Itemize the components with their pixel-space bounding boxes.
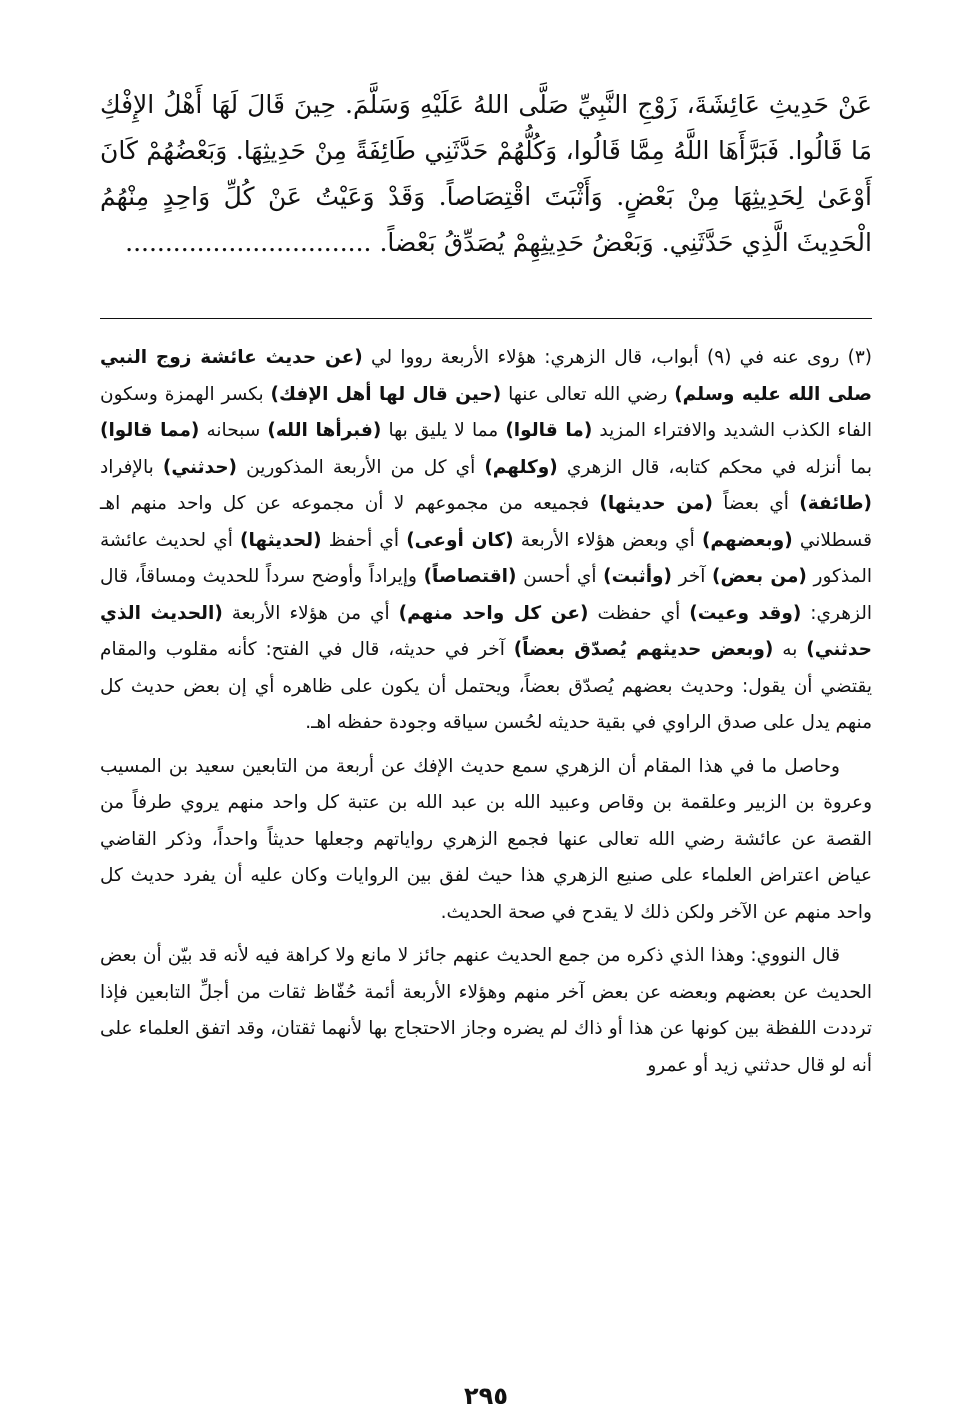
quoted-phrase: (عن كل واحد منهم): [398, 602, 589, 624]
book-page: [100, 82, 873, 1410]
quoted-phrase: (وأثبت): [603, 566, 672, 587]
commentary-paragraph-1: (٣) روى عنه في (٩) أبواب، قال الزهري: هؤلاء الأربعة رووا لي (عن حديث عائشة زوج النبي صلى الله عليه وسلم) رضي الله تعالى عنها (حين قال لها أهل الإفك) بكسر الهمزة وسكون الفاء الكذب الشديد والافتراء المزيد (ما قالوا) مما لا يليق بها (فبرأها الله) سبحانه (مما قالوا) بما أنزله في محكم كتابه، قال الزهري (وكلهم) أي كل من الأربعة المذكورين (حدثني) بالإفراد (طائفة) أي بعضاً (من حديثها) فجميعه من مجموعهم لا أن مجموعه عن كل واحد منهم اهـ قسطلاني (وبعضهم) أي وبعض هؤلاء الأربعة (كان أوعى) أي أحفظ (لحديثها) أي لحديث عائشة المذكور (من بعض) آخر (وأثبت) أي أحسن (اقتصاصاً) وإيراداً وأوضح سرداً للحديث ومساقاً، قال الزهري: (وقد وعيت) أي حفظت (عن كل واحد منهم) أي من هؤلاء الأربعة (الحديث الذي حدثني) به (وبعض حديثهم يُصدّق بعضاً) آخر في حديثه، قال في الفتح: كأنه مقلوب والمقام يقتضي أن يقول: وحديث بعضهم يُصدّق بعضاً، ويحتمل أن يكون على ظاهره أي إن بعض حديث كل منهم يدل على صدق الراوي في بقية حديثه لحُسن سياقه وجودة حفظه اهـ.: [100, 347, 873, 733]
quoted-phrase: (حدثني): [162, 456, 238, 478]
quoted-phrase: (الحديث الذي حدثني): [100, 602, 872, 660]
commentary-paragraph-2: وحاصل ما في هذا المقام أن الزهري سمع حديث الإفك عن أربعة من التابعين سعيد بن المسيب وعروة بن الزبير وعلقمة بن وقاص وعبيد الله بن عبد الله بن عتبة كل واحد منهم يروي طرفاً من القصة عن عائشة رضي الله تعالى عنها فجمع الزهري رواياتهم وجعلها حديثاً واحداً، وذكر القاضي عياض اعتراض العلماء على صنيع الزهري هذا حيث لفق بين الروايات وكان عليه أن يفرد حديث كل واحد منهم عن الآخر ولكن ذلك لا يقدح في صحة الحديث.: [100, 755, 872, 923]
quoted-phrase: (وبعض حديثهم يُصدّق بعضاً): [513, 639, 774, 660]
quoted-phrase: (وبعضهم): [701, 529, 793, 551]
hadith-text: [100, 82, 872, 266]
quoted-phrase: (عن حديث عائشة زوج النبي صلى الله عليه وسلم): [100, 347, 872, 405]
quoted-phrase: (وقد وعيت): [689, 602, 802, 624]
quoted-phrase: (ما قالوا): [505, 420, 593, 441]
hadith-body: عَنْ حَدِيثِ عَائِشَةَ، زَوْجِ النَّبِيِّ صَلَّى اللهُ عَلَيْهِ وَسَلَّمَ. حِينَ قَالَ لَهَا أَهْلُ الإِفْكِ مَا قَالُوا. فَبَرَّأَهَا اللَّهُ مِمَّا قَالُوا، وَكُلُّهُمْ حَدَّثَنِي طَائِفَةً مِنْ حَدِيثِهَا. وَبَعْضُهُمْ كَانَ أَوْعَىٰ لِحَدِيثِهَا مِنْ بَعْضٍ. وَأَثْبَتَ اقْتِصَاصاً. وَقَدْ وَعَيْتُ عَنْ كُلِّ وَاحِدٍ مِنْهُمُ الْحَدِيثَ الَّذِي حَدَّثَنِي. وَبَعْضُ حَدِيثِهِمْ يُصَدِّقُ بَعْضاً.: [100, 90, 872, 257]
quoted-phrase: (فبرأها الله): [267, 420, 382, 441]
ellipsis-dots: ...............................: [125, 228, 372, 257]
quoted-phrase: (حين قال لها أهل الإفك): [270, 383, 502, 405]
quoted-phrase: (طائفة): [799, 493, 873, 514]
commentary: [100, 340, 872, 1091]
quoted-phrase: (مما قالوا): [100, 420, 200, 441]
page-number: ٢٩٥: [464, 1382, 508, 1410]
quoted-phrase: (من بعض): [712, 566, 807, 587]
quoted-phrase: (من حديثها): [599, 493, 713, 514]
footnote-divider: [100, 318, 872, 319]
quoted-phrase: (كان أوعى): [406, 529, 514, 551]
quoted-phrase: (اقتصاصاً): [423, 566, 517, 587]
quoted-phrase: (وكلهم): [484, 456, 558, 478]
commentary-paragraph-3: قال النووي: وهذا الذي ذكره من جمع الحديث عنهم جائز لا مانع ولا كراهة فيه لأنه قد بيّن أن بعض الحديث عن بعضهم وبعضه عن بعض آخر منهم وهؤلاء الأربعة أئمة حُفّاظ ثقات من أجلِّ التابعين فإذا ترددت اللفظة بين كونها عن هذا أو ذاك لم يضره وجاز الاحتجاج بها لأنهما ثقتان، وقد اتفق العلماء على أنه لو قال حدثني زيد أو عمرو: [100, 945, 872, 1076]
quoted-phrase: (لحديثها): [240, 529, 322, 551]
